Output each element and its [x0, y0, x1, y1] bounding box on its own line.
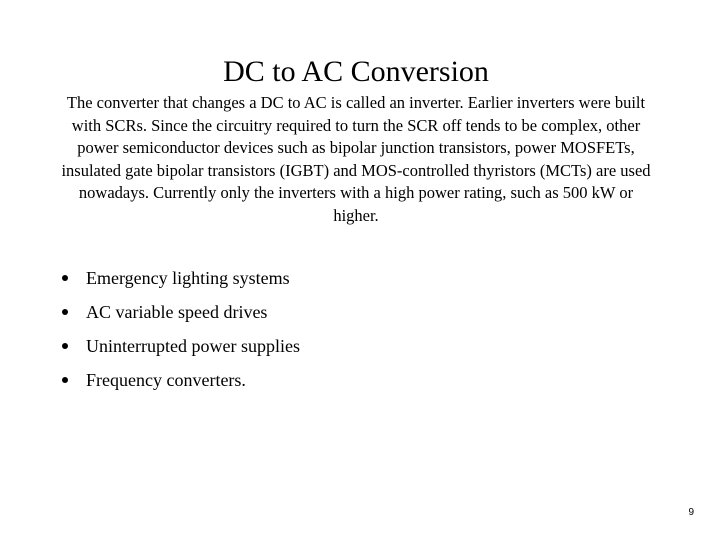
page-number: 9 [688, 507, 694, 518]
list-item [62, 261, 300, 295]
list-item-label: AC variable speed drives [86, 302, 268, 322]
slide-title: DC to AC Conversion [223, 55, 489, 88]
intro-paragraph: The converter that changes a DC to AC is called an inverter. Earlier inverters were built with SCRs. Since the circuitry required to turn the SCR off tends to be complex, other power semiconductor devices such as bipolar junction transistors, power MOSFETs, insulated gate bipolar transistors (IGBT) and MOS-controlled thyristors (MCTs) are used nowadays. Currently only the inverters with a high power rating, such as 500 kW or higher. [61, 93, 651, 225]
list-item [62, 363, 300, 397]
list-item-label: Emergency lighting systems [86, 268, 290, 288]
bullet-dot-icon [62, 309, 68, 315]
list-item [62, 329, 300, 363]
list-item [62, 295, 300, 329]
bullet-dot-icon [62, 343, 68, 349]
list-item-label: Frequency converters. [86, 370, 246, 390]
bullet-dot-icon [62, 275, 68, 281]
bullet-dot-icon [62, 377, 68, 383]
list-item-label: Uninterrupted power supplies [86, 336, 300, 356]
bullet-list [62, 261, 300, 397]
